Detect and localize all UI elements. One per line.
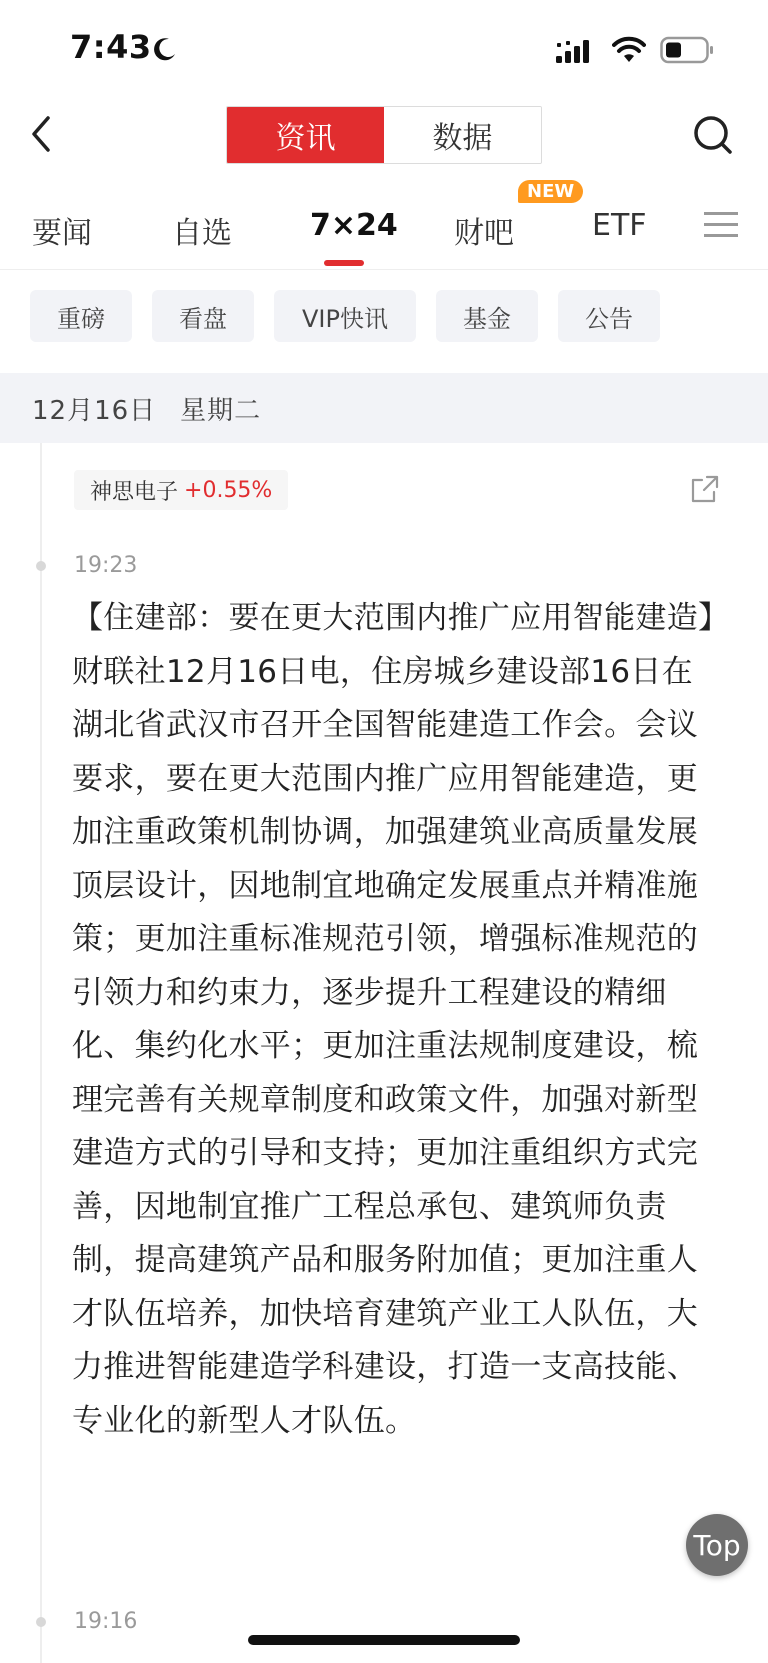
status-bar bbox=[0, 0, 768, 100]
news-content[interactable]: 【住建部：要在更大范围内推广应用智能建造】财联社12月16日电，住房城乡建设部16日在湖北省武汉市召开全国智能建造工作会。会议要求，要在更大范围内推广应用智能建造，更加注重政策机制协调，加强建筑业高质量发展顶层设计，因地制宜地确定发展重点并精准施策；更加注重标准规范引领，增强标准规范的引领力和约束力，逐步提升工程建设的精细化、集约化水平；更加注重法规制度建设，梳理完善有关规章制度和政策文件，加强对新型建造方式的引导和支持；更加注重组织方式完善，因地制宜推广工程总承包、建筑师负责制，提高建筑产品和服务附加值；更加注重人才队伍培养，加快培育建筑产业工人队伍，大力推进智能建造学科建设，打造一支高技能、专业化的新型人才队伍。 bbox=[72, 600, 714, 1439]
category-tabs bbox=[0, 181, 768, 270]
chip-announcement[interactable]: 公告 bbox=[558, 290, 660, 342]
home-indicator bbox=[248, 1635, 520, 1645]
segment-data[interactable]: 数据 bbox=[384, 107, 541, 163]
next-news-time: 19:16 bbox=[74, 1609, 138, 1634]
tab-watchlist[interactable]: 自选 bbox=[172, 216, 232, 251]
battery-icon bbox=[660, 36, 714, 64]
news-time: 19:23 bbox=[74, 553, 138, 578]
weekday-label: 星期二 bbox=[180, 395, 262, 426]
segmented-control bbox=[226, 106, 542, 164]
back-to-top-button[interactable]: Top bbox=[686, 1514, 748, 1576]
new-badge: NEW bbox=[518, 180, 583, 203]
header bbox=[0, 100, 768, 180]
tab-headlines[interactable]: 要闻 bbox=[32, 216, 92, 251]
timeline-dot bbox=[36, 1617, 46, 1627]
menu-icon[interactable] bbox=[704, 210, 738, 240]
signal-icon bbox=[556, 38, 596, 64]
segment-news[interactable]: 资讯 bbox=[227, 107, 384, 163]
tab-forum[interactable]: 财吧 bbox=[454, 216, 514, 251]
timeline-line bbox=[40, 443, 42, 1663]
date-bar bbox=[0, 373, 768, 443]
tab-7x24[interactable]: 7×24 bbox=[310, 208, 398, 243]
wifi-icon bbox=[612, 36, 646, 64]
date-label: 12月16日 bbox=[32, 395, 157, 426]
stock-change: +0.55% bbox=[184, 477, 273, 503]
chip-market[interactable]: 看盘 bbox=[152, 290, 254, 342]
active-tab-indicator bbox=[324, 260, 364, 266]
back-icon[interactable] bbox=[28, 114, 56, 154]
search-icon[interactable] bbox=[692, 114, 734, 156]
timeline-dot bbox=[36, 561, 46, 571]
moon-icon bbox=[152, 36, 178, 62]
related-stock-chip[interactable] bbox=[74, 470, 288, 510]
share-icon[interactable] bbox=[690, 474, 720, 504]
status-time: 7:43 bbox=[70, 28, 152, 66]
stock-name: 神思电子 bbox=[90, 479, 179, 505]
filter-chips bbox=[0, 290, 768, 350]
tab-etf[interactable]: ETF bbox=[592, 208, 647, 243]
chip-vip[interactable]: VIP快讯 bbox=[274, 290, 416, 342]
chip-major[interactable]: 重磅 bbox=[30, 290, 132, 342]
tabs-fade bbox=[660, 190, 690, 268]
chip-fund[interactable]: 基金 bbox=[436, 290, 538, 342]
